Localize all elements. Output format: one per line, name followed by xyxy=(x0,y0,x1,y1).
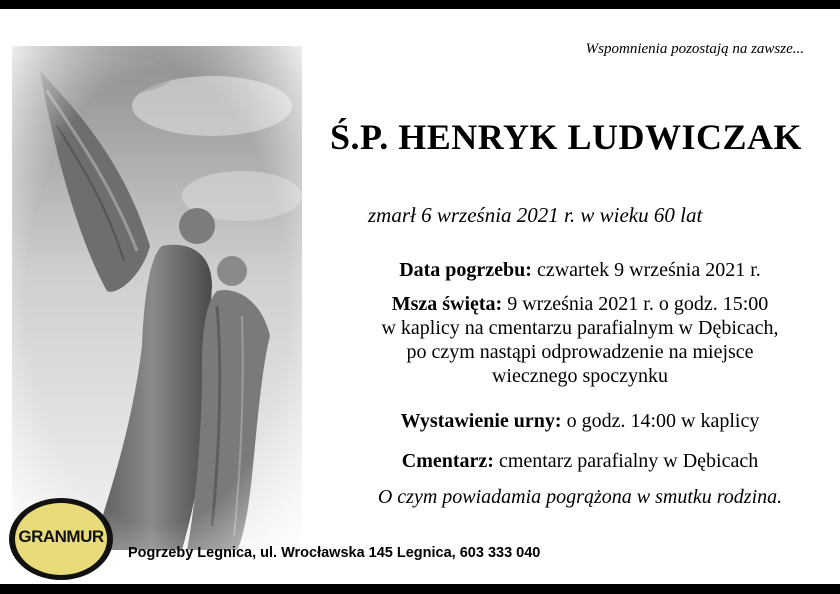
mass-line2: w kaplicy na cmentarzu parafialnym w Dębicach, xyxy=(381,317,779,339)
deceased-name: Ś.P. HENRYK LUDWICZAK xyxy=(330,117,802,157)
urn-info xyxy=(330,409,830,433)
funeral-value: czwartek 9 września 2021 r. xyxy=(536,259,761,281)
mass-line4: wiecznego spoczynku xyxy=(491,365,669,387)
logo-text: GRANMUR xyxy=(18,527,104,546)
cemetery-info xyxy=(330,449,830,473)
top-border xyxy=(0,0,840,9)
urn-value: o godz. 14:00 w kaplicy xyxy=(566,410,760,432)
mass-line1: 9 września 2021 r. o godz. 15:00 xyxy=(507,293,769,315)
death-info: zmarł 6 września 2021 r. w wieku 60 lat xyxy=(368,203,703,227)
cemetery-value: cmentarz parafialny w Dębicach xyxy=(498,450,759,472)
bottom-border xyxy=(0,584,840,594)
funeral-label: Data pogrzebu: xyxy=(399,259,532,281)
mass-line3: po czym nastąpi odprowadzenie na miejsce xyxy=(406,341,754,363)
footer-contact: Pogrzeby Legnica, ul. Wrocławska 145 Legnica, 603 333 040 xyxy=(128,545,541,561)
urn-label: Wystawienie urny: xyxy=(400,410,562,432)
angel-statue-photo xyxy=(12,46,302,550)
closing-line: O czym powiadamia pogrążona w smutku rodzina. xyxy=(377,486,783,508)
mass-label: Msza święta: xyxy=(391,293,503,315)
cemetery-label: Cmentarz: xyxy=(401,450,494,472)
granmur-logo xyxy=(6,495,116,583)
mass-info xyxy=(330,292,830,388)
motto: Wspomnienia pozostają na zawsze... xyxy=(585,41,804,57)
funeral-date xyxy=(330,258,830,282)
